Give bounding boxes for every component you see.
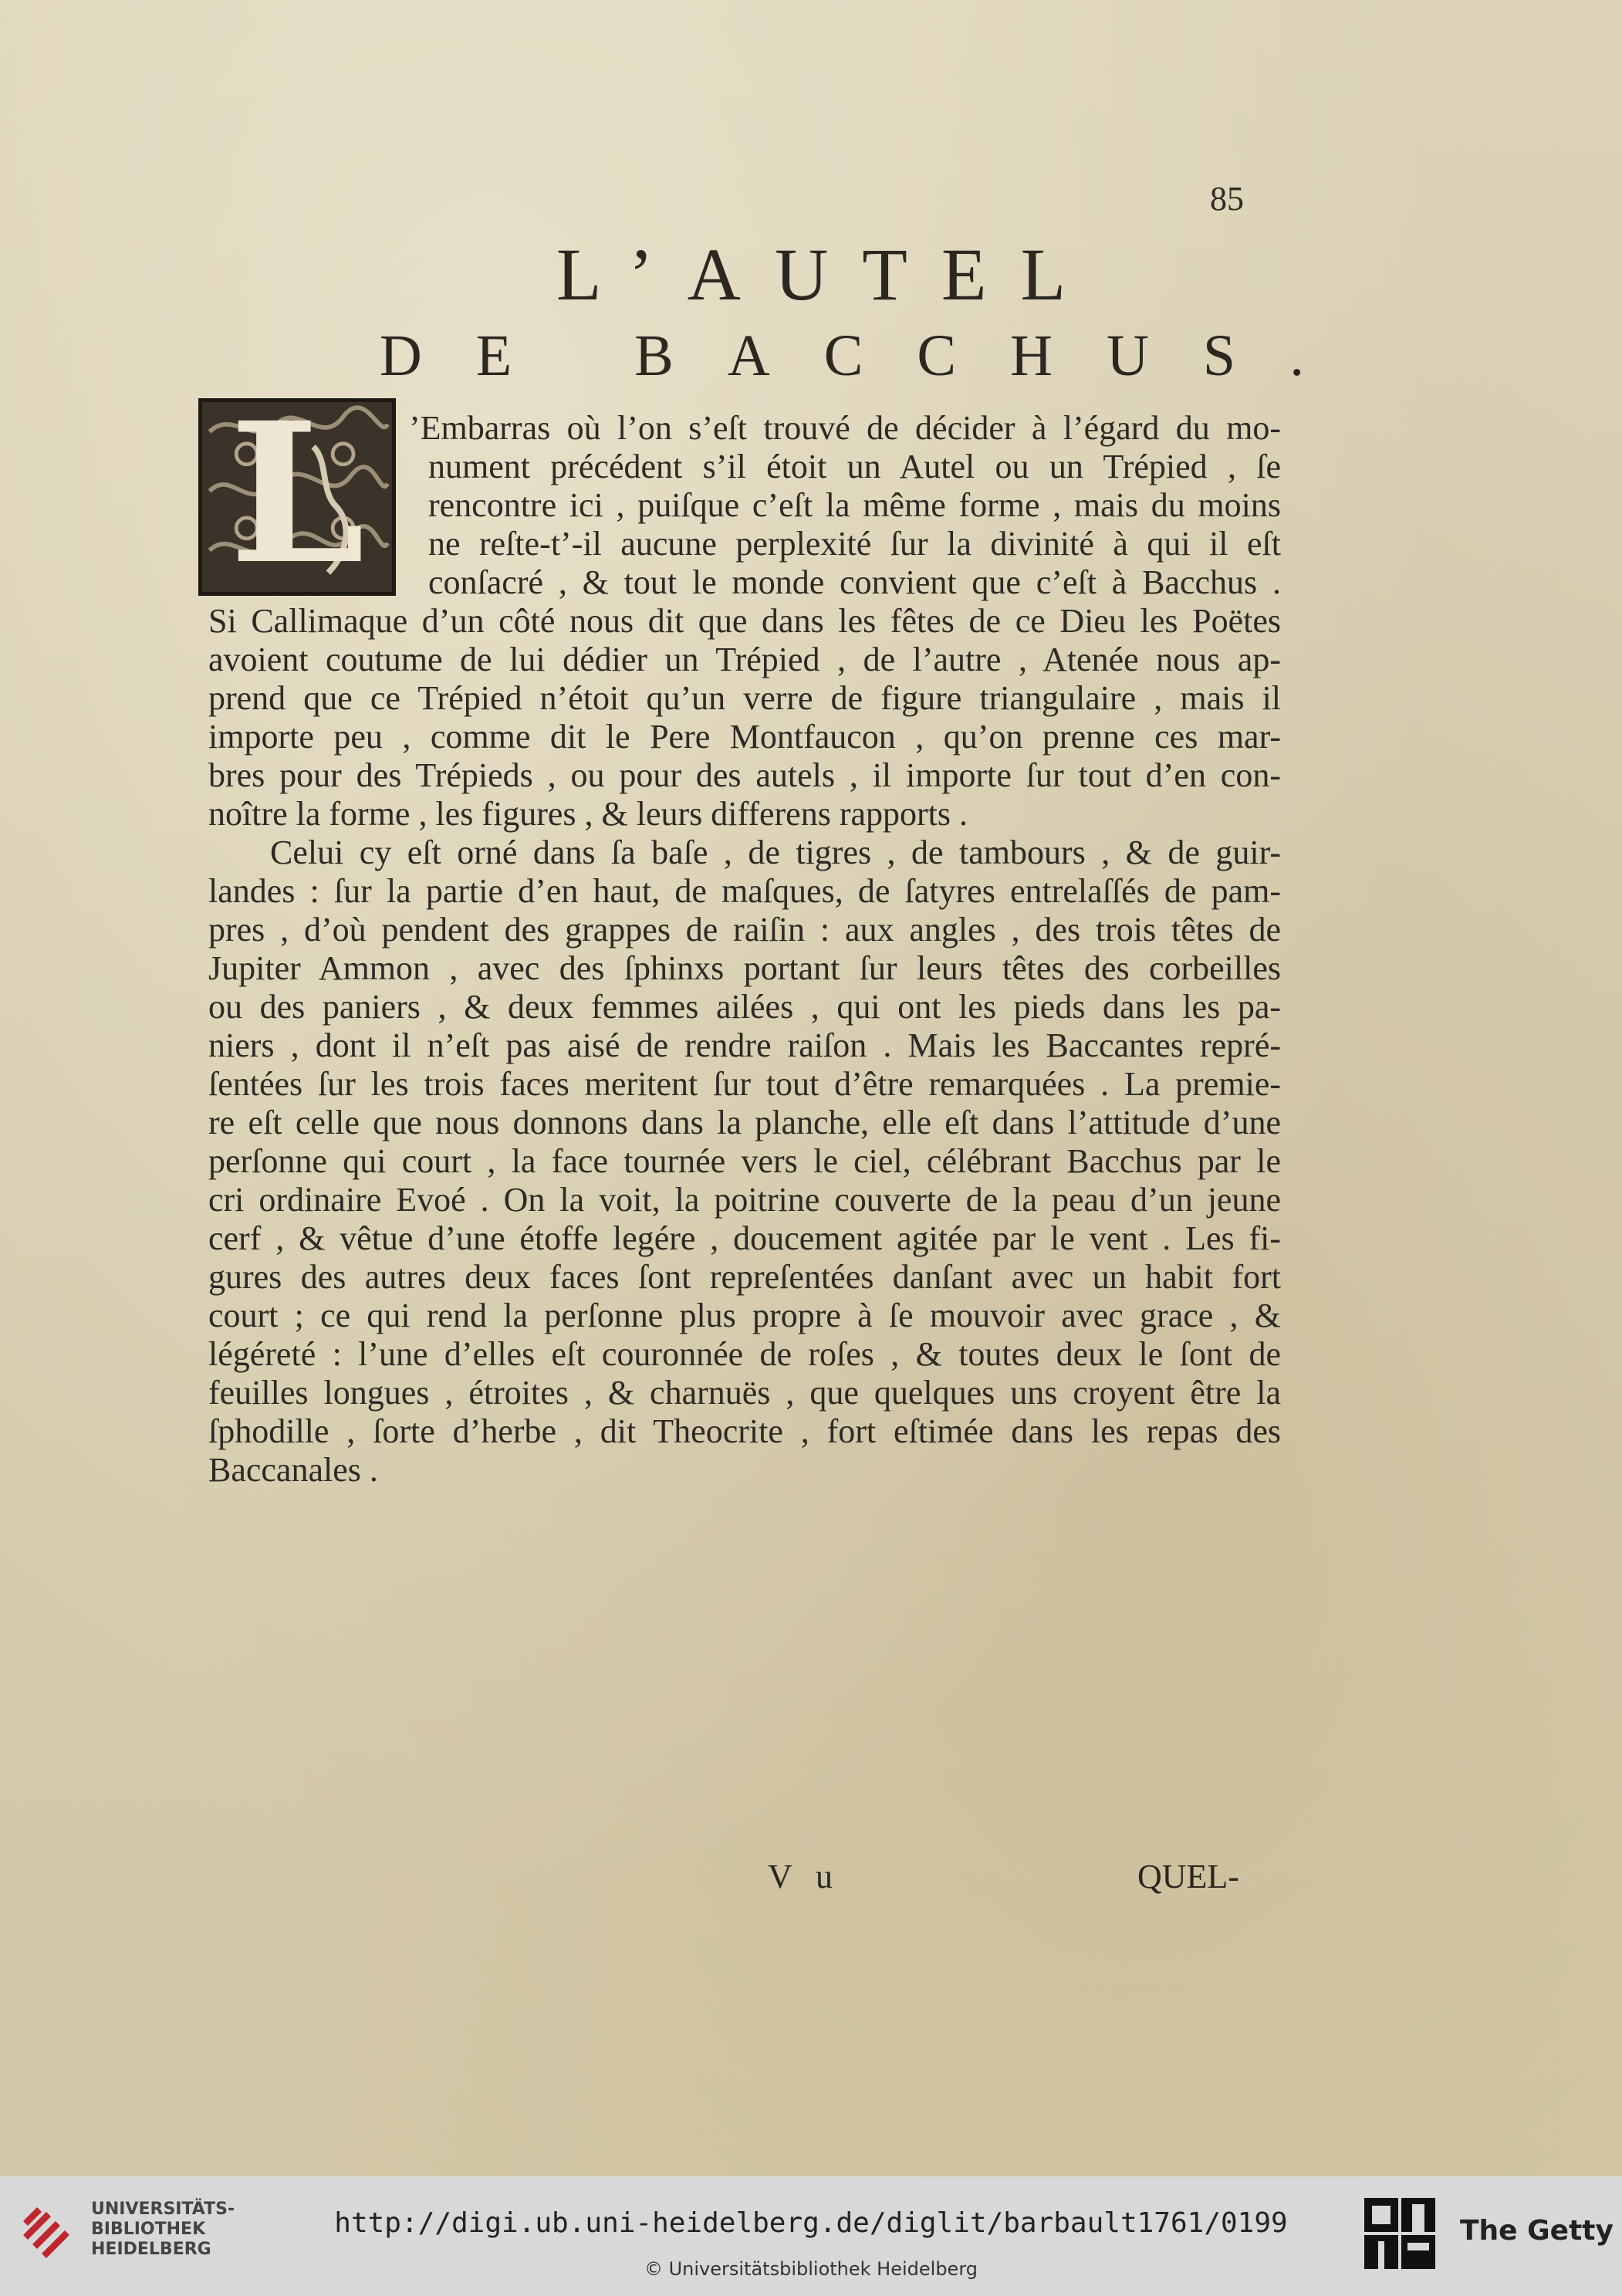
title-line-2: DE BACCHUS. [379, 323, 1359, 388]
text-line: importe peu , comme dit le Pere Montfaucon , qu’on prenne ces mar- [208, 718, 1281, 756]
text-line: rencontre ici , puiſque c’eſt la même forme , mais du moins [428, 486, 1281, 524]
library-name-line: BIBLIOTHEK [91, 2220, 206, 2239]
text-line: ne reſte-t’-il aucune perplexité ſur la divinité à qui il eſt [428, 525, 1281, 563]
text-line: perſonne qui court , la face tournée vers le ciel, célébrant Bacchus par le [208, 1142, 1281, 1180]
partner-name: The Getty [1460, 2215, 1614, 2247]
text-line: court ; ce qui rend la perſonne plus propre à ſe mouvoir avec grace , & [208, 1297, 1281, 1334]
text-line: cerf , & vêtue d’une étoffe legére , doucement agitée par le vent . Les fi- [208, 1219, 1281, 1257]
text-line: légéreté : l’une d’elles eſt couronnée de roſes , & toutes deux le ſont de [208, 1335, 1281, 1373]
text-line: niers , dont il n’eſt pas aisé de rendre raiſon . Mais les Baccantes repré- [208, 1026, 1281, 1064]
getty-logo-icon [1364, 2198, 1435, 2269]
text-line: ou des paniers , & deux femmes ailées , qui ont les pieds dans les pa- [208, 988, 1281, 1026]
text-line: conſacré , & tout le monde convient que c’eſt à Bacchus . [428, 563, 1281, 601]
page-number: 85 [1210, 180, 1244, 218]
catchword: QUEL- [1137, 1858, 1239, 1895]
text-line: bres pour des Trépieds , ou pour des autels , il importe ſur tout d’en con- [208, 756, 1281, 794]
library-name-line: UNIVERSITÄTS- [91, 2200, 235, 2219]
signature-mark: V u [768, 1858, 840, 1895]
drop-cap-letter: L [229, 398, 365, 596]
text-line: noître la forme , les figures , & leurs differens rapports . [208, 795, 968, 833]
text-line: Si Callimaque d’un côté nous dit que dans les fêtes de ce Dieu les Poëtes [208, 602, 1281, 640]
ornamental-initial-icon [198, 398, 396, 596]
text-line: Celui cy eſt orné dans ſa baſe , de tigres , de tambours , & de guir- [270, 834, 1281, 871]
text-line: pres , d’où pendent des grappes de raiſin : aux angles , des trois têtes de [208, 911, 1281, 948]
text-line: cri ordinaire Evoé . On la voit, la poitrine couverte de la peau d’un jeune [208, 1181, 1281, 1219]
text-line: nument précédent s’il étoit un Autel ou un Trépied , ſe [428, 448, 1281, 485]
text-line: Baccanales . [208, 1451, 378, 1489]
text-line: Jupiter Ammon , avec des ſphinxs portant ſur leurs têtes des corbeilles [208, 949, 1281, 987]
library-name-line: HEIDELBERG [91, 2240, 211, 2259]
text-line: re eſt celle que nous donnons dans la planche, elle eſt dans l’attitude d’une [208, 1104, 1281, 1141]
text-line: avoient coutume de lui dédier un Trépied , de l’autre , Atenée nous ap- [208, 641, 1281, 678]
permalink-url[interactable]: http://digi.ub.uni-heidelberg.de/diglit/barbault1761/0199 [334, 2207, 1288, 2239]
digitization-footer-bar [0, 2176, 1622, 2296]
copyright-notice: © Universitätsbibliothek Heidelberg [644, 2258, 978, 2280]
text-line: ſphodille , ſorte d’herbe , dit Theocrite , fort eſtimée dans les repas des [208, 1412, 1281, 1450]
text-line: landes : ſur la partie d’en haut, de maſques, de ſatyres entrelaſſés de pam- [208, 872, 1281, 910]
text-line: feuilles longues , étroites , & charnuës , que quelques uns croyent être la [208, 1374, 1281, 1412]
text-line: prend que ce Trépied n’étoit qu’un verre de figure triangulaire , mais il [208, 679, 1281, 717]
text-line: ſentées ſur les trois faces meritent ſur tout d’être remarquées . La premie- [208, 1065, 1281, 1103]
text-line: ’Embarras où l’on s’eſt trouvé de décider à l’égard du mo- [409, 409, 1281, 447]
text-line: gures des autres deux faces ſont repreſentées danſant avec un habit fort [208, 1258, 1281, 1296]
title-line-1: L’AUTEL [556, 233, 1100, 316]
